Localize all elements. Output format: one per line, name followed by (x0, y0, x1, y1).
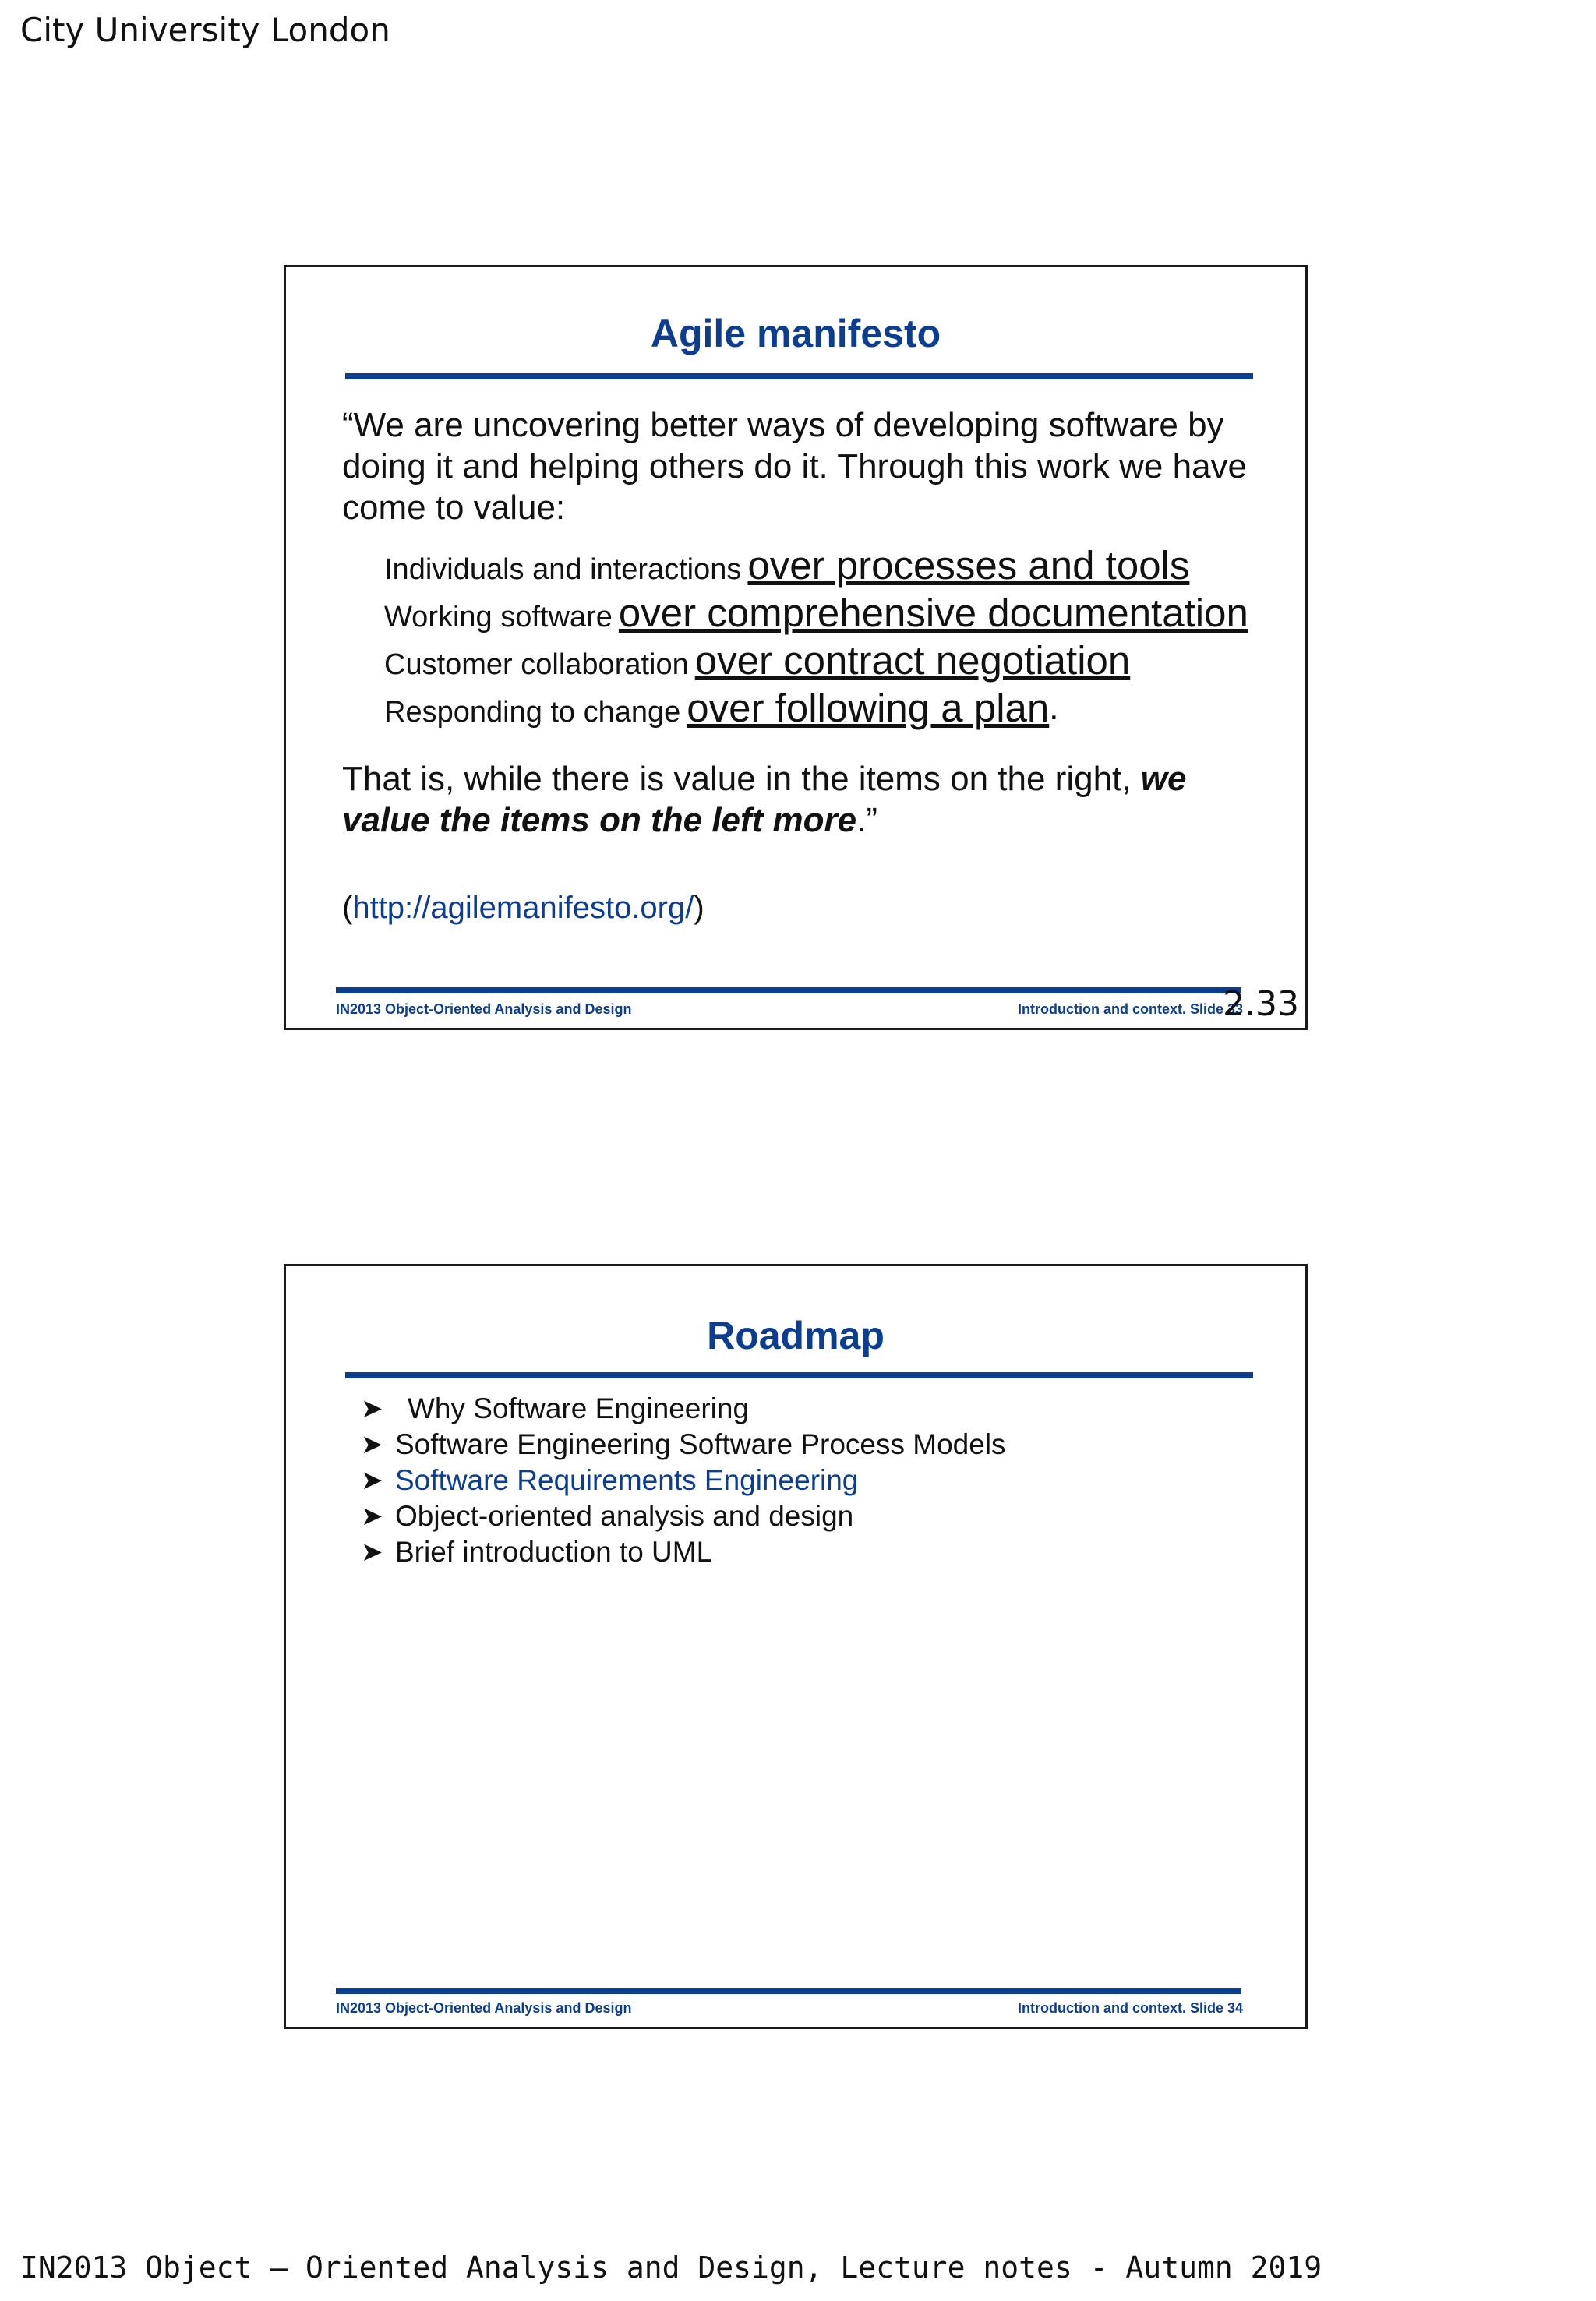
value-left: Working software (384, 601, 613, 633)
arrowhead-bullet-icon: ➤ (361, 1537, 383, 1567)
page-footer: IN2013 Object – Oriented Analysis and Design, Lecture notes - Autumn 2019 (20, 2250, 1322, 2285)
slide-footer-course: IN2013 Object-Oriented Analysis and Design (336, 1001, 632, 1017)
slide-roadmap (284, 1264, 1308, 2029)
slide-title: Roadmap (707, 1314, 885, 1357)
slide-title: Agile manifesto (650, 312, 941, 355)
roadmap-list (361, 1391, 1006, 1570)
value-item (384, 588, 1248, 635)
roadmap-item (361, 1427, 1006, 1463)
value-right: over following a plan (687, 686, 1050, 730)
page-header: City University London (20, 11, 390, 49)
roadmap-item-label: Software Engineering Software Process Models (395, 1428, 1006, 1460)
value-item (384, 540, 1248, 588)
roadmap-item (361, 1391, 1006, 1427)
footer-rule (336, 1988, 1241, 1994)
title-rule (345, 1372, 1253, 1378)
closing-paragraph (342, 758, 1277, 841)
value-right: over comprehensive documentation (618, 591, 1248, 635)
value-right: over contract negotiation (694, 638, 1131, 683)
source-paren-close: ) (694, 891, 704, 925)
value-left: Customer collaboration (384, 648, 689, 681)
value-punct: . (1049, 689, 1059, 727)
title-rule (345, 373, 1253, 379)
value-right: over processes and tools (747, 543, 1190, 588)
value-left: Responding to change (384, 696, 681, 729)
value-item (384, 635, 1248, 683)
page-number: 2.33 (1223, 984, 1299, 1024)
slide-footer-slide-number: Introduction and context. Slide 34 (1017, 2000, 1243, 2016)
roadmap-item (361, 1534, 1006, 1570)
closing-plain: That is, while there is value in the items on the right, (342, 760, 1141, 798)
arrowhead-bullet-icon: ➤ (361, 1466, 383, 1495)
roadmap-item-label: Brief introduction to UML (395, 1536, 713, 1568)
intro-paragraph: “We are uncovering better ways of developing software by doing it and helping others do it. Through this work we have come to value: (342, 406, 1248, 527)
source-paren-open: ( (342, 891, 353, 925)
source-line (342, 891, 704, 926)
footer-rule (336, 987, 1241, 993)
value-item (384, 683, 1248, 730)
slide-footer-slide-number: Introduction and context. Slide 33 (1017, 1001, 1243, 1017)
values-list (384, 540, 1248, 730)
arrowhead-bullet-icon: ➤ (361, 1502, 383, 1531)
arrowhead-bullet-icon: ➤ (361, 1430, 383, 1459)
slide-agile-manifesto (284, 265, 1308, 1030)
closing-end: .” (856, 801, 878, 839)
arrowhead-bullet-icon: ➤ (361, 1394, 383, 1424)
roadmap-item (361, 1463, 1006, 1498)
roadmap-item (361, 1498, 1006, 1534)
closing-emphasis: we value the items on the left more (342, 760, 1187, 839)
slide-footer-course: IN2013 Object-Oriented Analysis and Design (336, 2000, 632, 2016)
roadmap-item-label: Why Software Engineering (408, 1392, 750, 1424)
source-link[interactable]: http://agilemanifesto.org/ (352, 891, 694, 925)
value-left: Individuals and interactions (384, 553, 742, 586)
roadmap-item-label: Object-oriented analysis and design (395, 1500, 854, 1532)
roadmap-item-label: Software Requirements Engineering (395, 1464, 859, 1496)
